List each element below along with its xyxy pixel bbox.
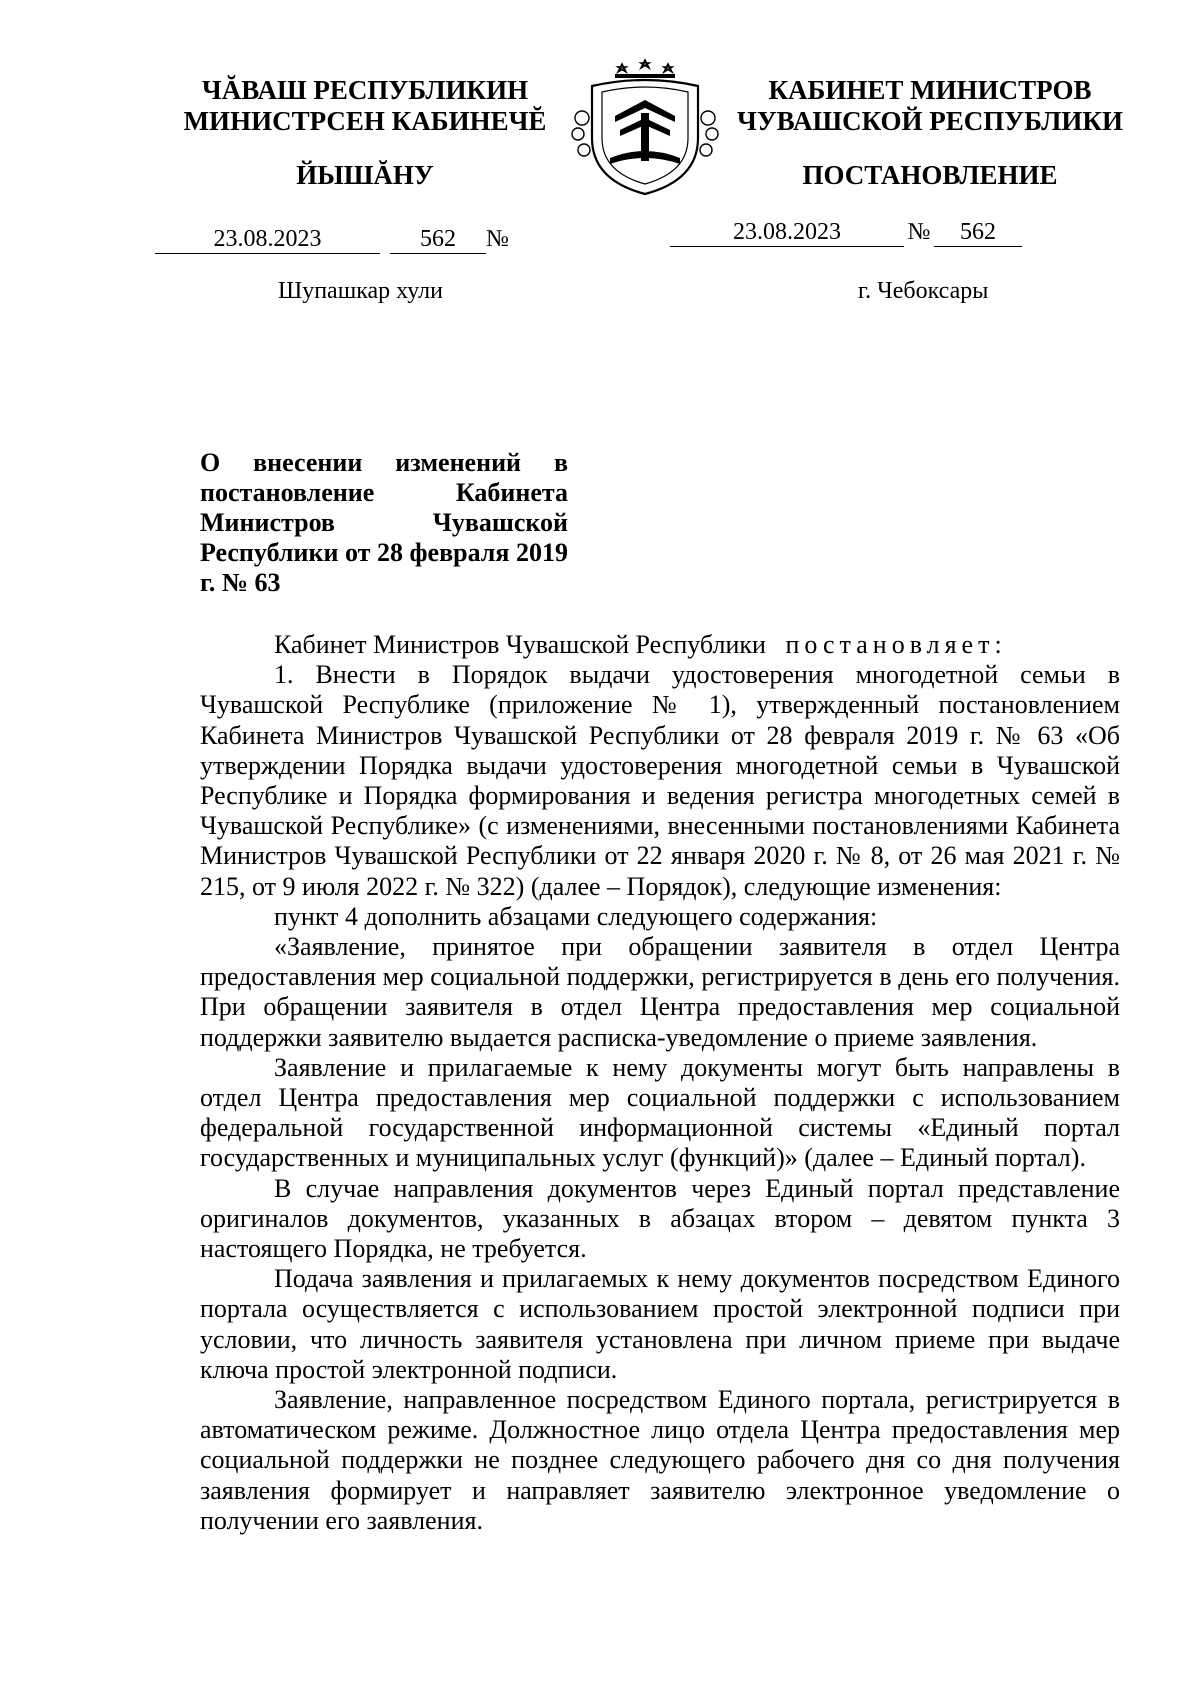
city-right: г. Чебоксары: [858, 278, 989, 304]
header-left-line2: МИНИСТРСЕН КАБИНЕЧĔ: [183, 106, 547, 136]
body-paragraph: Заявление и прилагаемые к нему документы могут быть направлены в отдел Центра предоставления мер социальной поддержки с использованием федеральной государственной информационной системы «Единый портал государственных и муниципальных услуг (функций)» (далее – Единый портал).: [200, 1052, 1120, 1173]
intro-paragraph: [200, 630, 1120, 660]
city-left: Шупашкар хули: [278, 278, 443, 304]
body-paragraph: пункт 4 дополнить абзацами следующего содержания:: [274, 901, 878, 931]
document-body: [200, 630, 1120, 1536]
header-right-line1: КАБИНЕТ МИНИСТРОВ: [768, 75, 1092, 105]
number-left: 562: [390, 225, 486, 254]
doctype-left: ЙЫШĂНУ: [296, 160, 434, 190]
body-paragraph: Заявление, направленное посредством Единого портала, регистрируется в автоматическом режиме. Должностное лицо отдела Центра предоставления мер социальной поддержки не позднее следующего рабочего дня со дня получения заявления формирует и направляет заявителю электронное уведомление о получении его заявления.: [200, 1385, 1120, 1535]
header-left-title: [150, 75, 580, 137]
header-right-line2: ЧУВАШСКОЙ РЕСПУБЛИКИ: [737, 106, 1123, 136]
body-paragraph: «Заявление, принятое при обращении заявителя в отдел Центра предоставления мер социальной поддержки, регистрируется в день его получения. При обращении заявителя в отдел Центра предоставления мер социальной поддержки заявителю выдается расписка-уведомление о приеме заявления.: [200, 932, 1120, 1052]
doctype-right: ПОСТАНОВЛЕНИЕ: [802, 160, 1058, 190]
requisites-right: [670, 218, 1022, 248]
chuvash-emblem-icon: [570, 58, 720, 198]
number-right: 562: [934, 218, 1022, 247]
intro-prefix: Кабинет Министров Чувашской Республики: [274, 630, 766, 659]
intro-verb: постановляет:: [785, 630, 1007, 659]
body-paragraph: 1. Внести в Порядок выдачи удостоверения многодетной семьи в Чувашской Республике (приложение № 1), утвержденный постановлением Кабинета Министров Чувашской Республики от 28 февраля 2019 г. № 63 «Об утверждении Порядка выдачи удостоверения многодетной семьи в Чувашской Республике и Порядка формирования и ведения регистра многодетных семей в Чувашской Республике» (с изменениями, внесенными постановлениями Кабинета Министров Чувашской Республики от 22 января 2020 г. № 8, от 26 мая 2021 г. № 215, от 9 июля 2022 г. № 322) (далее – Порядок), следующие изменения:: [200, 660, 1120, 901]
date-left: 23.08.2023: [155, 225, 380, 254]
number-sign-right: №: [907, 219, 931, 245]
body-paragraph: В случае направления документов через Единый портал представление оригиналов документов, указанных в абзацах втором – девятом пункта 3 настоящего Порядка, не требуется.: [200, 1173, 1120, 1264]
number-sign-left: №: [486, 226, 509, 252]
body-paragraph: Подача заявления и прилагаемых к нему документов посредством Единого портала осуществляется с использованием простой электронной подписи при условии, что личность заявителя установлена при личном приеме при выдаче ключа простой электронной подписи.: [200, 1264, 1120, 1384]
header-right-title: [720, 75, 1140, 137]
header-left-line1: ЧĂВАШ РЕСПУБЛИКИН: [201, 75, 529, 105]
requisites-left: [155, 218, 512, 252]
date-right: 23.08.2023: [670, 218, 904, 247]
document-subject: О внесении изменений в постановление Кабинета Министров Чувашской Республики от 28 февраля 2019 г. № 63: [200, 448, 568, 597]
